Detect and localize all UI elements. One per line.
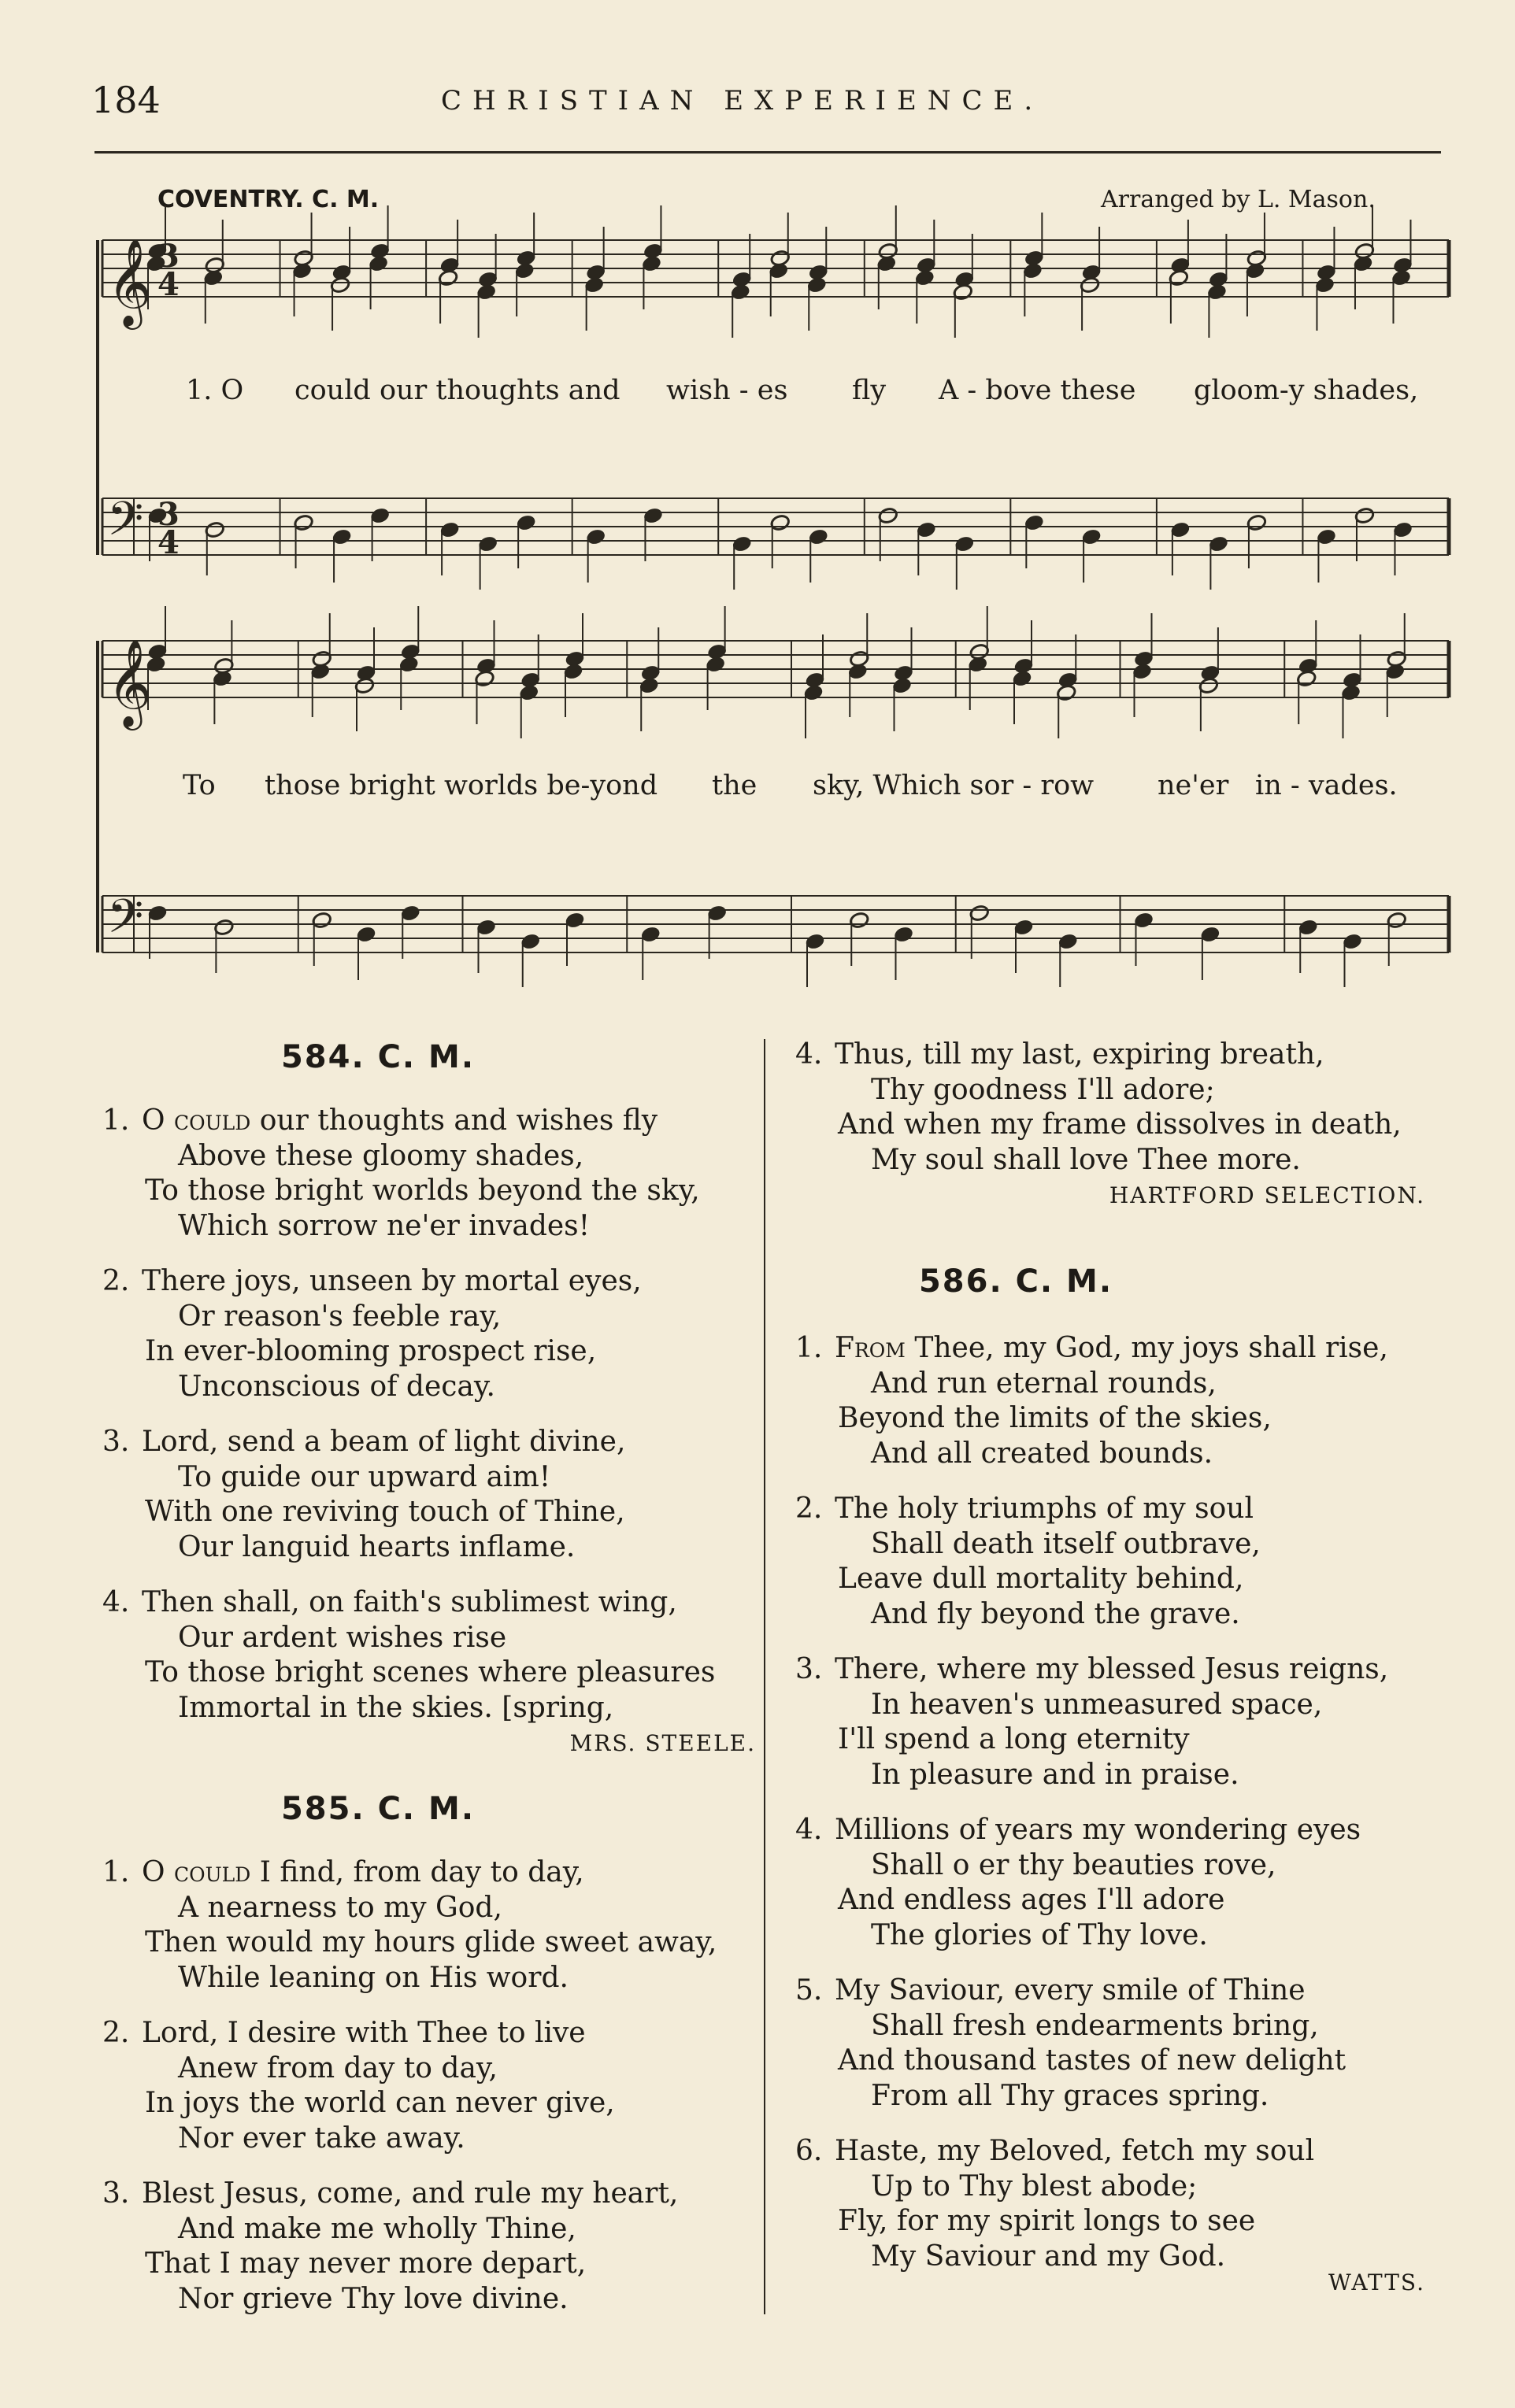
lyric-line-2-a: To [183,770,216,801]
lyric-line-2-d: sky, Which sor - row [813,770,1095,801]
time-signature: 3 [157,238,180,275]
hymn-585-stanza-4: 4. Thus, till my last, expiring breath, Thy goodness I'll adore; And when my frame dissolves in death, My soul shall love Thee more. [795,1038,1402,1176]
lyric-line-1-c: wish - es [666,375,788,406]
time-signature: 3 [157,496,180,533]
hymn-584-stanza-2: 2. There joys, unseen by mortal eyes, Or reason's feeble ray, In ever-blooming prospect rise, Unconscious of decay. [102,1265,642,1403]
time-signature: 4 [157,266,180,303]
clef-icon: 𝄢 [107,889,144,955]
hymn-585-stanza-3: 3. Blest Jesus, come, and rule my heart, And make me wholly Thine, That I may never more depart, Nor grieve Thy love divine. [102,2177,679,2315]
hymn-586-stanza-4: 4. Millions of years my wondering eyes Shall o er thy beauties rove, And endless ages I'll adore The glories of Thy love. [795,1814,1361,1951]
hymn-586-stanza-1: 1. From Thee, my God, my joys shall rise, And run eternal rounds, Beyond the limits of the skies, And all created bounds. [795,1332,1388,1470]
lyric-line-1-b: could our thoughts and [294,375,620,406]
hymn-584-heading: 584. C. M. [280,1039,476,1075]
running-title: CHRISTIAN EXPERIENCE. [441,85,1044,117]
hymn-585-author: HARTFORD SELECTION. [1109,1182,1425,1208]
left-column [102,1039,780,2337]
tune-name: COVENTRY. C. M. [157,186,380,213]
music-score [0,0,1515,992]
clef-icon: 𝄢 [107,491,144,557]
hymn-584-stanza-4: 4. Then shall, on faith's sublimest wing, Our ardent wishes rise To those bright scenes where pleasures Immortal in the skies. [spring, [102,1586,716,1724]
right-column [795,1038,1472,2330]
hymn-584-stanza-3: 3. Lord, send a beam of light divine, To guide our upward aim! With one reviving touch of Thine, Our languid hearts inflame. [102,1426,626,1563]
hymn-585-stanza-1: 1. O could I find, from day to day, A nearness to my God, Then would my hours glide sweet away, While leaning on His word. [102,1856,717,1994]
hymn-585-stanza-2: 2. Lord, I desire with Thee to live Anew from day to day, In joys the world can never give, Nor ever take away. [102,2017,615,2155]
hymn-586-stanza-5: 5. My Saviour, every smile of Thine Shall fresh endearments bring, And thousand tastes of new delight From all Thy graces spring. [795,1974,1346,2112]
hymn-586-stanza-3: 3. There, where my blessed Jesus reigns, In heaven's unmeasured space, I'll spend a long eternity In pleasure and in praise. [795,1653,1389,1791]
tune-arranger: Arranged by L. Mason. [1101,186,1376,213]
lyric-line-1-a: 1. O [186,375,244,406]
clef-icon: 𝄞 [107,638,152,727]
hymn-586-stanza-2: 2. The holy triumphs of my soul Shall death itself outbrave, Leave dull mortality behind, And fly beyond the grave. [795,1493,1261,1630]
hymn-584-stanza-1: 1. O could our thoughts and wishes fly Above these gloomy shades, To those bright worlds beyond the sky, Which sorrow ne'er invades! [102,1104,700,1242]
clef-icon: 𝄞 [107,238,152,326]
lyric-line-2-b: those bright worlds be-yond [265,770,658,801]
lyric-line-2-c: the [712,770,758,801]
lyric-line-2-e: ne'er [1158,770,1229,801]
lyric-line-1-d: fly [852,375,887,406]
lyric-line-1-f: gloom-y shades, [1194,375,1419,406]
time-signature: 4 [157,524,180,561]
lyric-line-2-f: in - vades. [1255,770,1398,801]
hymn-586-stanza-6: 6. Haste, my Beloved, fetch my soul Up to Thy blest abode; Fly, for my spirit longs to see My Saviour and my God. [795,2135,1315,2273]
lyric-line-1-e: A - bove these [939,375,1136,406]
hymn-584-author: MRS. STEELE. [569,1730,756,1756]
hymn-586-heading: 586. C. M. [918,1263,1113,1300]
page-number: 184 [91,79,161,121]
hymn-586-author: WATTS. [1328,2269,1425,2295]
hymn-585-heading: 585. C. M. [280,1791,476,1827]
